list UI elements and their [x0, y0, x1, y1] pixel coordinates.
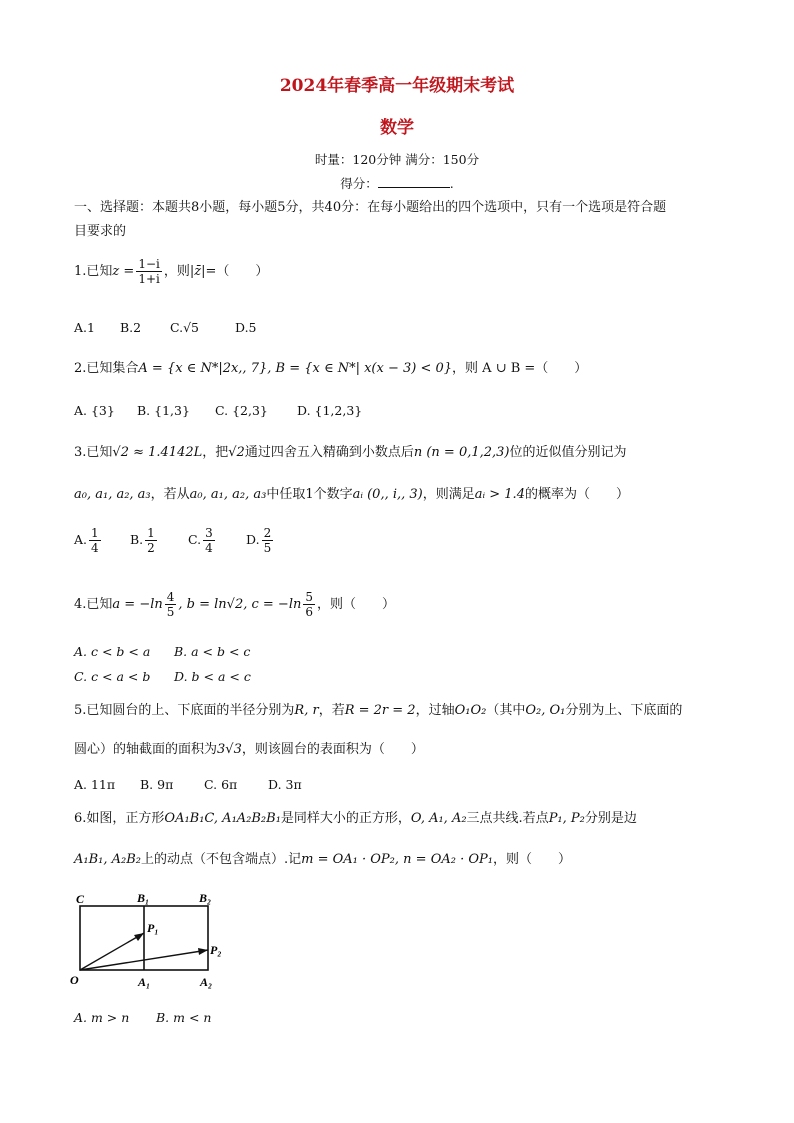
q2-option-a[interactable]: A. {3}	[74, 403, 115, 418]
q6-stem-line2: A₁B₁, A₂B₂上的动点（不包含端点）.记m = OA₁ · OP₂, n = OA₂ · OP₁，则（ ）	[74, 852, 571, 867]
figure-label-p2: P₂	[210, 943, 222, 957]
q3-stem-line1: 3.已知√2 ≈ 1.4142L，把√2通过四舍五入精确到小数点后n (n = 0,1,2,3)位的近似值分别记为	[74, 445, 627, 460]
q1-option-d[interactable]: D.5	[235, 320, 257, 335]
figure-arrowhead-p1	[134, 933, 144, 941]
time-info: 时量：120分钟 满分：150分	[314, 152, 480, 167]
figure-label-a2: A₂	[200, 975, 213, 989]
q6-figure	[66, 888, 226, 998]
q4-stem: 4.已知a = −ln $\frac{4}{5}$ , b = ln√2, c = −ln $\frac{5}{6}$ ，则（ ）	[74, 590, 396, 619]
q3-option-b[interactable]: B. $\frac{1}{2}$	[130, 526, 155, 555]
q3-option-a[interactable]: A. $\frac{1}{4}$	[74, 526, 99, 555]
figure-arrowhead-p2	[198, 948, 208, 955]
figure-label-a1: A₁	[138, 975, 151, 989]
q1-option-a[interactable]: A.1	[74, 320, 95, 335]
q4-option-b[interactable]: B. a < b < c	[174, 644, 251, 659]
figure-label-p1: P₁	[147, 921, 159, 935]
q3-stem-line2: a₀, a₁, a₂, a₃，若从a₀, a₁, a₂, a₃中任取1个数字aᵢ (0,, i,, 3)，则满足aᵢ > 1.4的概率为（ ）	[74, 487, 629, 502]
q5-option-a[interactable]: A. 11π	[74, 777, 116, 792]
q5-option-c[interactable]: C. 6π	[204, 777, 238, 792]
subject-title: 数学	[380, 118, 414, 138]
score-line	[0, 174, 794, 192]
q4-option-c[interactable]: C. c < a < b	[74, 669, 151, 684]
q2-stem: 2.已知集合A = {x ∈ N*|2x,, 7}, B = {x ∈ N*| x(x − 3) < 0}，则 A ∪ B =（ ）	[74, 361, 588, 376]
score-end: .	[449, 176, 454, 191]
q1-fraction: $\frac{1-i}{1+i}$	[138, 257, 160, 286]
q6-stem-line1: 6.如图，正方形OA₁B₁C, A₁A₂B₂B₁是同样大小的正方形，O, A₁, A₂三点共线.若点P₁, P₂分别是边	[74, 811, 637, 826]
q5-stem-line1: 5.已知圆台的上、下底面的半径分别为R, r，若R = 2r = 2，过轴O₁O₂（其中O₂, O₁分别为上、下底面的	[74, 703, 683, 718]
q6-option-b[interactable]: B. m < n	[156, 1010, 212, 1025]
q4-option-a[interactable]: A. c < b < a	[74, 644, 151, 659]
figure-label-c: C	[76, 892, 85, 906]
figure-label-b2: B₂	[199, 891, 212, 905]
q3-option-d[interactable]: D. $\frac{2}{5}$	[246, 526, 272, 555]
q2-option-c[interactable]: C. {2,3}	[215, 403, 268, 418]
q1-option-b[interactable]: B.2	[120, 320, 142, 335]
q1-option-c[interactable]: C.√5	[170, 320, 200, 335]
figure-label-o: O	[70, 973, 79, 987]
q5-stem-line2: 圆心）的轴截面的面积为3√3，则该圆台的表面积为（ ）	[74, 742, 424, 757]
q3-option-c[interactable]: C. $\frac{3}{4}$	[188, 526, 213, 555]
section1-intro-line1: 一、选择题：本题共8小题，每小题5分，共40分：在每小题给出的四个选项中，只有一个选项是符合题	[74, 200, 667, 215]
score-label: 得分：	[340, 176, 378, 191]
q4-option-d[interactable]: D. b < a < c	[174, 669, 251, 684]
q5-option-d[interactable]: D. 3π	[268, 777, 302, 792]
exam-title: 2024年春季高一年级期末考试	[279, 76, 515, 96]
q2-option-b[interactable]: B. {1,3}	[137, 403, 190, 418]
q1-stem: 1.已知z = $\frac{1-i}{1+i}$ ，则|z̄|=（ ）	[74, 257, 269, 286]
figure-label-b1: B₁	[137, 891, 150, 905]
section1-intro-line2: 目要求的	[74, 224, 127, 239]
q2-option-d[interactable]: D. {1,2,3}	[297, 403, 363, 418]
q6-option-a[interactable]: A. m > n	[74, 1010, 130, 1025]
q5-option-b[interactable]: B. 9π	[140, 777, 174, 792]
score-blank[interactable]	[378, 175, 450, 188]
